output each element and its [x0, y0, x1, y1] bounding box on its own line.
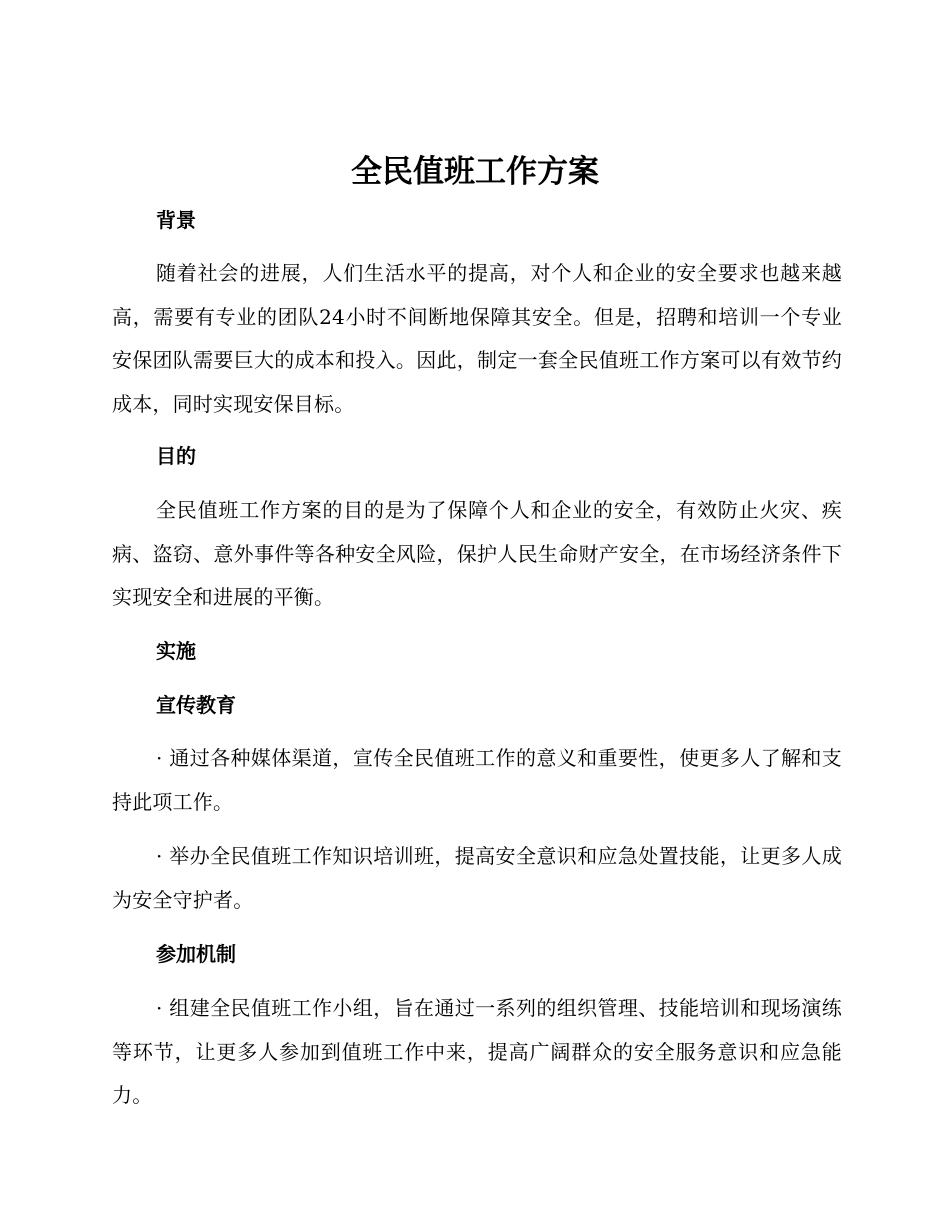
section-heading-implementation: 实施: [156, 639, 196, 663]
section-heading-publicity: 宣传教育: [156, 693, 236, 717]
document-title: 全民值班工作方案: [351, 154, 599, 190]
paragraph-purpose: 全民值班工作方案的目的是为了保障个人和企业的安全，有效防止火灾、疾病、盗窃、意外事件等各种安全风险，保护人民生命财产安全，在市场经济条件下实现安全和进展的平衡。: [112, 498, 842, 610]
list-item-participation-1: · 组建全民值班工作小组，旨在通过一系列的组织管理、技能培训和现场演练等环节，让更多人参加到值班工作中来，提高广阔群众的安全服务意识和应急能力。: [112, 996, 842, 1108]
section-heading-background: 背景: [156, 208, 196, 232]
list-item-publicity-2: · 举办全民值班工作知识培训班，提高安全意识和应急处置技能，让更多人成为安全守护者。: [112, 844, 842, 912]
section-heading-participation: 参加机制: [156, 942, 236, 966]
list-item-publicity-1: · 通过各种媒体渠道，宣传全民值班工作的意义和重要性，使更多人了解和支持此项工作。: [112, 746, 842, 814]
section-heading-purpose: 目的: [156, 444, 196, 468]
paragraph-background: 随着社会的进展，人们生活水平的提高，对个人和企业的安全要求也越来越高，需要有专业的团队24小时不间断地保障其安全。但是，招聘和培训一个专业安保团队需要巨大的成本和投入。因此，制定一套全民值班工作方案可以有效节约成本，同时实现安保目标。: [112, 261, 842, 417]
